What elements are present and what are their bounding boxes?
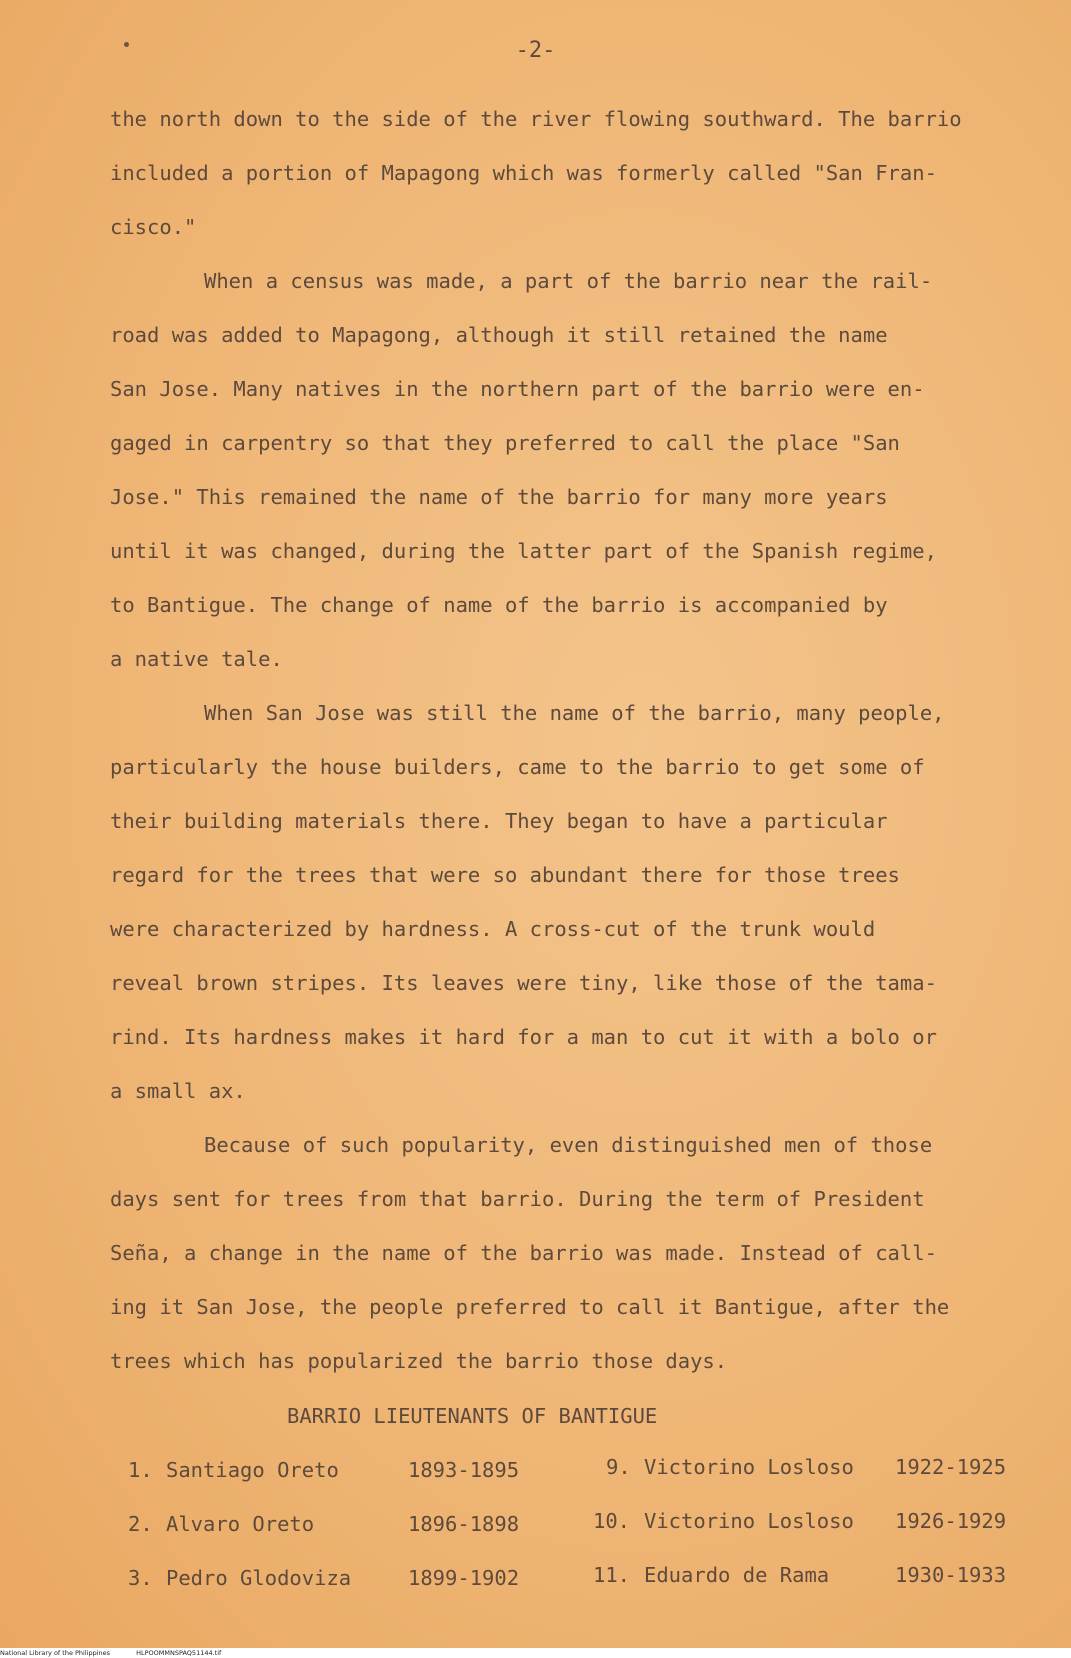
lieutenant-name: Alvaro Oreto (166, 1512, 315, 1536)
text-line: days sent for trees from that barrio. During the term of President (110, 1187, 925, 1211)
lieutenant-years: 1899-1902 (408, 1566, 520, 1590)
text-line: the north down to the side of the river flowing southward. The barrio (110, 107, 962, 131)
text-line: San Jose. Many natives in the northern part of the barrio were en- (110, 377, 925, 401)
text-line: to Bantigue. The change of name of the barrio is accompanied by (110, 593, 888, 617)
lieutenant-name: Santiago Oreto (166, 1458, 339, 1482)
lieutenant-number: 11. (593, 1563, 631, 1587)
lieutenant-years: 1930-1933 (895, 1563, 1007, 1587)
body-text (110, 92, 1025, 1388)
lieutenants-title: BARRIO LIEUTENANTS OF BANTIGUE (287, 1404, 658, 1428)
text-line: were characterized by hardness. A cross-cut of the trunk would (110, 917, 876, 941)
lieutenant-name: Victorino Losloso (644, 1509, 854, 1533)
file-name: HLPOOMMNSPAQ51144.tif (136, 1649, 222, 1657)
lieutenant-number: 10. (593, 1509, 631, 1533)
page-number: -2- (515, 38, 556, 63)
text-line: road was added to Mapagong, although it still retained the name (110, 323, 888, 347)
text-line: When San Jose was still the name of the barrio, many people, (204, 701, 945, 725)
text-line: cisco." (110, 215, 197, 239)
lieutenant-name: Pedro Glodoviza (166, 1566, 352, 1590)
text-line: trees which has popularized the barrio those days. (110, 1349, 728, 1373)
lieutenant-number: 2. (128, 1512, 153, 1536)
text-line: rind. Its hardness makes it hard for a man to cut it with a bolo or (110, 1025, 937, 1049)
lieutenant-years: 1893-1895 (408, 1458, 520, 1482)
text-line: until it was changed, during the latter part of the Spanish regime, (110, 539, 937, 563)
text-line: included a portion of Mapagong which was formerly called "San Fran- (110, 161, 937, 185)
text-line: gaged in carpentry so that they preferred to call the place "San (110, 431, 900, 455)
text-line: Because of such popularity, even distinguished men of those (204, 1133, 933, 1157)
lieutenant-name: Victorino Losloso (644, 1455, 854, 1479)
lieutenant-years: 1926-1929 (895, 1509, 1007, 1533)
text-line: their building materials there. They began to have a particular (110, 809, 888, 833)
library-credit: National Library of the Philippines (0, 1649, 111, 1657)
scan-footer (0, 1648, 1071, 1658)
text-line: ing it San Jose, the people preferred to call it Bantigue, after the (110, 1295, 950, 1319)
text-line: Jose." This remained the name of the barrio for many more years (110, 485, 888, 509)
lieutenant-years: 1922-1925 (895, 1455, 1007, 1479)
text-line: particularly the house builders, came to the barrio to get some of (110, 755, 925, 779)
text-line: a small ax. (110, 1079, 246, 1103)
text-line: Seña, a change in the name of the barrio was made. Instead of call- (110, 1241, 937, 1265)
text-line: When a census was made, a part of the barrio near the rail- (204, 269, 933, 293)
lieutenant-name: Eduardo de Rama (644, 1563, 830, 1587)
lieutenant-years: 1896-1898 (408, 1512, 520, 1536)
lieutenant-number: 1. (128, 1458, 153, 1482)
lieutenant-number: 9. (606, 1455, 631, 1479)
text-line: regard for the trees that were so abundant there for those trees (110, 863, 900, 887)
lieutenant-number: 3. (128, 1566, 153, 1590)
text-line: reveal brown stripes. Its leaves were tiny, like those of the tama- (110, 971, 937, 995)
text-line: a native tale. (110, 647, 283, 671)
